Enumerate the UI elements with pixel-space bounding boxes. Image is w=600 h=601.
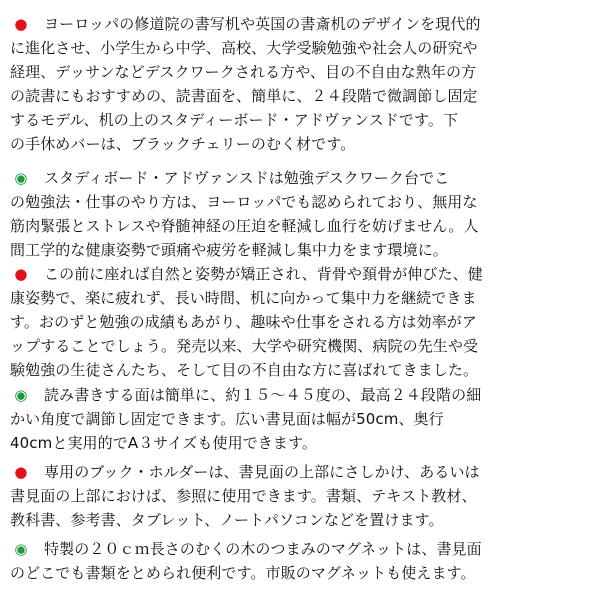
paragraph-1-line-4: の読書にもおすすめの、読書面を、簡単に、２４段階で微調節し固定 (10, 87, 478, 105)
red-bullet-icon: ● (14, 463, 28, 481)
paragraph-4-line-3: 40cmと実用的でA３サイズも使用できます。 (10, 434, 318, 452)
paragraph-3-line-3: す。おのずと勉強の成績もあがり、趣味や仕事をされる方は効率がア (10, 313, 477, 331)
paragraph-1-line-3: 経理、デッサンなどデスクワークされる方や、目の不自由な熟年の方 (10, 63, 477, 81)
green-bullet-icon: ◉ (14, 386, 28, 404)
paragraph-3 (10, 262, 564, 382)
red-bullet-icon: ● (14, 265, 28, 283)
paragraph-2-line-4: 間工学的な健康姿勢で頭痛や疲労を軽減し集中力をます環境に。 (10, 241, 448, 259)
paragraph-6-line-2: のどこでも書類をとめられ便利です。市販のマグネットも使えます。 (10, 564, 476, 582)
paragraph-4 (10, 383, 564, 455)
paragraph-5-line-1: 専用のブック・ホルダーは、書見面の上部にさしかけ、あるいは (44, 463, 480, 481)
green-bullet-icon: ◉ (14, 169, 28, 187)
paragraph-6-line-1: 特製の２０ｃｍ長さのむくの木のつまみのマグネットは、書見面 (44, 540, 482, 558)
paragraph-5 (10, 460, 564, 532)
paragraph-3-line-5: 験勉強の生徒さんたち、そして目の不自由な方に喜ばれてきました。 (10, 361, 479, 379)
red-bullet-icon: ● (14, 15, 28, 33)
paragraph-1 (10, 12, 564, 156)
paragraph-2-line-1: スタディボード・アドヴァンスドは勉強デスクワーク台でこ (44, 169, 450, 187)
paragraph-1-line-1: ヨーロッパの修道院の書写机や英国の書斎机のデザインを現代的 (44, 15, 481, 33)
paragraph-3-line-1: この前に座れば自然と姿勢が矯正され、背骨や頚骨が伸びた、健 (44, 265, 483, 283)
paragraph-4-line-1: 読み書きする面は簡単に、約１５～４５度の、最高２４段階の細 (44, 386, 482, 404)
paragraph-6 (10, 537, 564, 585)
paragraph-1-line-6: の手休めバーは、ブラックチェリーのむく材です。 (10, 135, 356, 153)
paragraph-2 (10, 166, 564, 262)
paragraph-1-line-2: に進化させ、小学生から中学、高校、大学受験勉強や社会人の研究や (10, 39, 478, 57)
paragraph-3-line-2: 康姿勢で、楽に疲れず、長い時間、机に向かって集中力を継続できま (10, 289, 477, 307)
paragraph-2-line-3: 筋肉緊張とストレスや脊髄神経の圧迫を軽減し血行を妨げません。人 (10, 217, 479, 235)
paragraph-4-line-2: かい角度で調節し固定できます。広い書見面は幅が50cm、奥行 (10, 410, 444, 428)
paragraph-1-line-5: するモデル、机の上のスタディーボード・アドヴァンスドです。下 (10, 111, 459, 129)
green-bullet-icon: ◉ (14, 540, 28, 558)
paragraph-5-line-2: 書見面の上部におけば、参照に使用できます。書類、テキスト教材、 (10, 487, 477, 505)
paragraph-5-line-3: 教科書、参考書、タブレット、ノートパソコンなどを置けます。 (10, 511, 444, 529)
paragraph-2-line-2: の勉強法・仕事のやり方は、ヨーロッパでも認められており、無用な (10, 193, 478, 211)
paragraph-3-line-4: ップすることでしょう。発売以来、大学や研究機関、病院の先生や受 (10, 337, 479, 355)
